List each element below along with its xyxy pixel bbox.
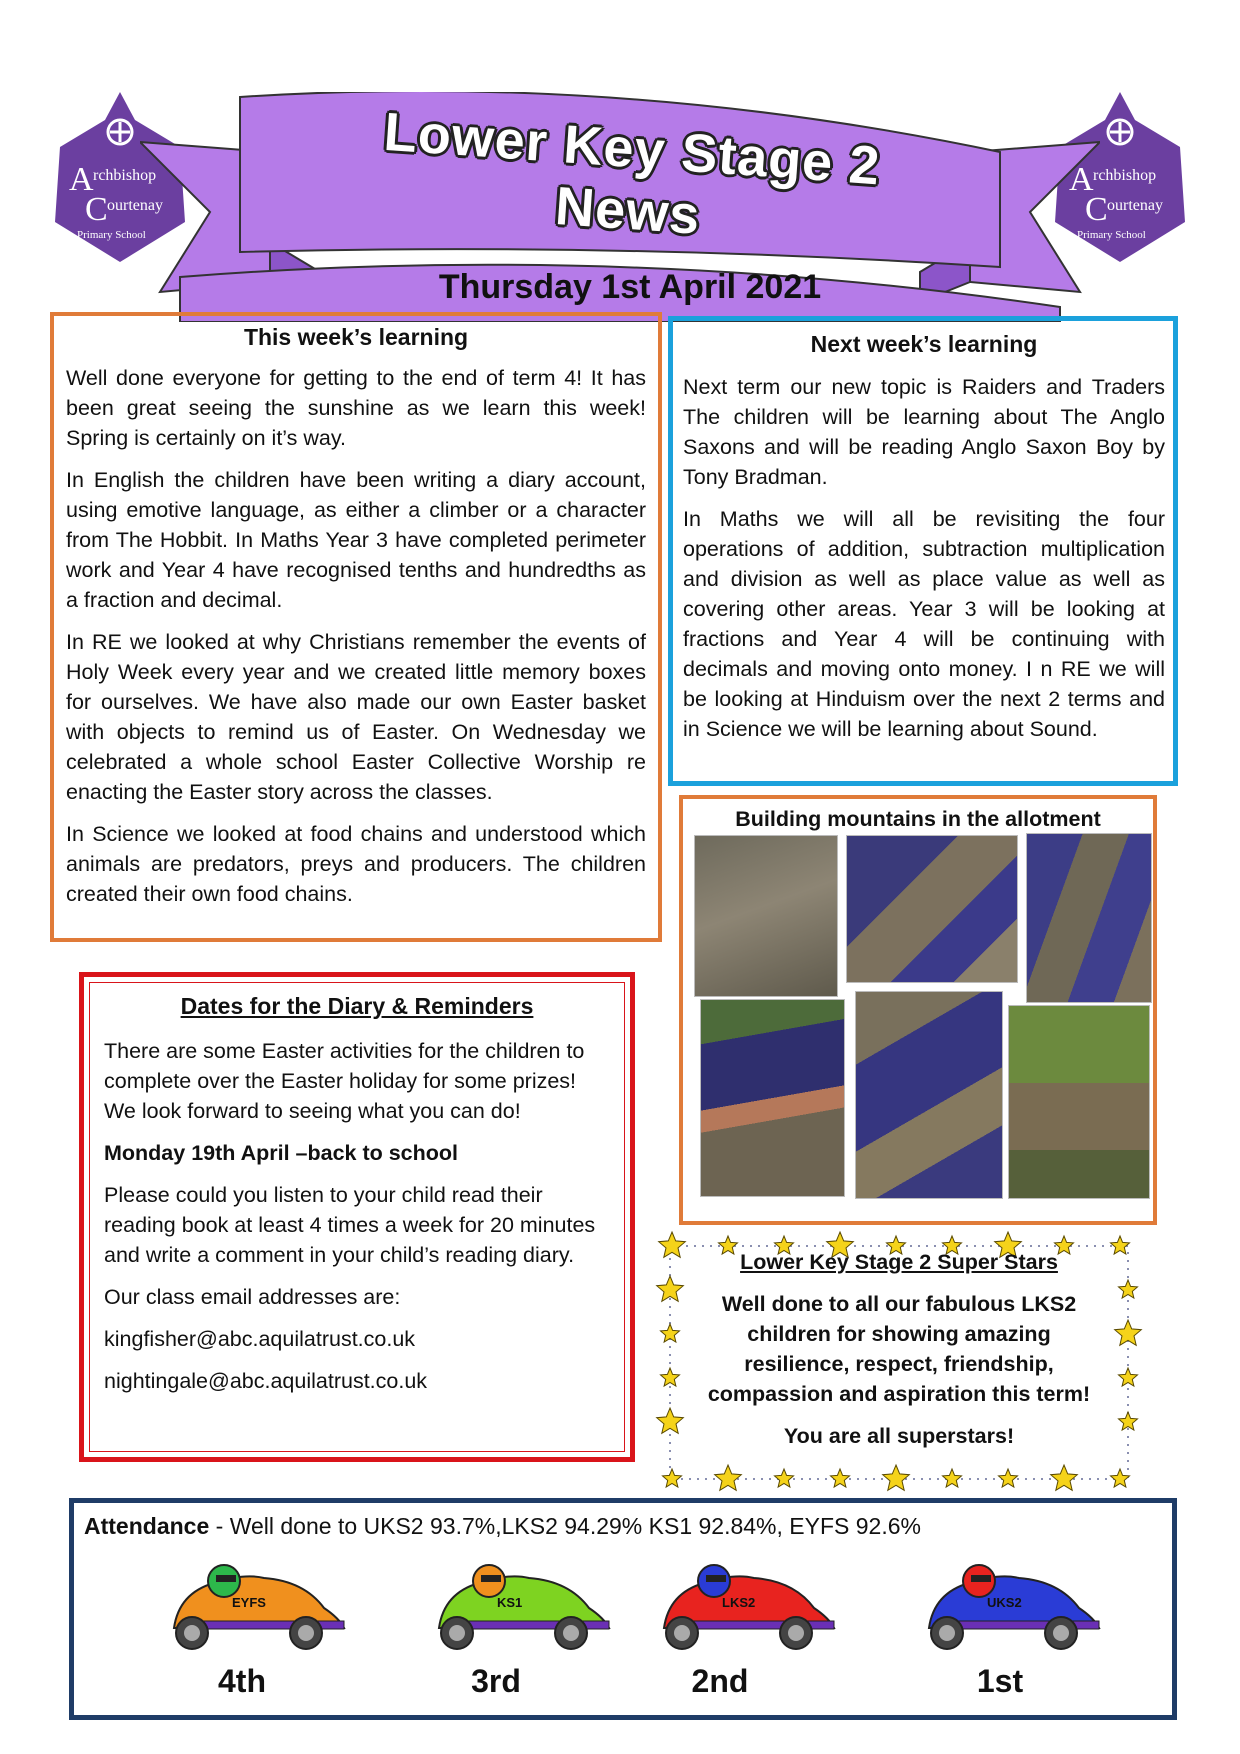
diary-para: Our class email addresses are: bbox=[104, 1285, 401, 1309]
next-week-heading: Next week’s learning bbox=[810, 331, 1038, 357]
star-icon bbox=[1119, 1280, 1138, 1298]
this-week-heading: This week’s learning bbox=[243, 324, 469, 350]
car-label: UKS2 bbox=[987, 1595, 1022, 1610]
svg-text:Primary School: Primary School bbox=[77, 229, 146, 241]
super-stars-box bbox=[654, 1230, 1144, 1495]
star-icon bbox=[663, 1469, 682, 1487]
this-week-box bbox=[50, 312, 662, 942]
race-car-uks2 bbox=[909, 1553, 1109, 1653]
attendance-box bbox=[69, 1498, 1177, 1720]
race-car-lks2 bbox=[644, 1553, 844, 1653]
car-label: EYFS bbox=[232, 1595, 266, 1610]
svg-text:A: A bbox=[1069, 161, 1094, 198]
svg-text:rchbishop: rchbishop bbox=[93, 167, 157, 184]
attendance-label: Attendance bbox=[84, 1513, 210, 1539]
star-icon bbox=[775, 1469, 794, 1487]
next-week-box bbox=[668, 316, 1178, 786]
allotment-photo bbox=[1026, 833, 1152, 1003]
star-icon bbox=[659, 1232, 686, 1257]
star-icon bbox=[657, 1408, 684, 1433]
photo-box-heading: Building mountains in the allotment bbox=[735, 807, 1101, 831]
star-icon bbox=[1111, 1236, 1130, 1254]
this-week-para: Well done everyone for getting to the end of term 4! It has been great seeing the sunshine as we learn this week! Spring is certainly on it’s way. bbox=[66, 366, 646, 450]
svg-text:ourtenay: ourtenay bbox=[107, 197, 163, 214]
email-link[interactable]: kingfisher@abc.aquilatrust.co.uk bbox=[104, 1327, 416, 1351]
diary-back-to-school: Monday 19th April –back to school bbox=[104, 1141, 459, 1165]
photo-box bbox=[679, 795, 1157, 1225]
diary-para: Please could you listen to your child read their reading book at least 4 times a week for 20 minutes and write a comment in your child’s reading diary. bbox=[104, 1183, 596, 1267]
star-icon bbox=[999, 1469, 1018, 1487]
star-icon bbox=[831, 1469, 850, 1487]
this-week-para: In Science we looked at food chains and understood which animals are predators, preys and producers. The children created their own food chains. bbox=[66, 822, 646, 906]
super-stars-message: Well done to all our fabulous LKS2 children for showing amazing resilience, respect, friendship, compassion and aspiration this term! bbox=[707, 1292, 1091, 1406]
star-icon bbox=[883, 1465, 910, 1490]
star-icon bbox=[657, 1276, 684, 1301]
crest-initial-a: A bbox=[69, 161, 94, 198]
diary-para: There are some Easter activities for the children to complete over the Easter holiday for some prizes! We look forward to seeing what you can do! bbox=[104, 1039, 585, 1123]
diary-box bbox=[79, 972, 635, 1462]
svg-text:rchbishop: rchbishop bbox=[1093, 167, 1157, 184]
race-car-ks1 bbox=[419, 1553, 619, 1653]
allotment-photo bbox=[694, 835, 838, 997]
attendance-place: 1st bbox=[976, 1663, 1024, 1699]
allotment-photo bbox=[855, 991, 1003, 1199]
newsletter-title: Lower Key Stage 2 News bbox=[382, 101, 883, 246]
star-icon bbox=[1111, 1469, 1130, 1487]
this-week-para: In RE we looked at why Christians remember the events of Holy Week every year and we created little memory boxes for ourselves. We have also made our own Easter basket with objects to remind us of Easter. On Wednesday we celebrated a whole school Easter Collective Worship re enacting the Easter story across the classes. bbox=[66, 630, 646, 804]
next-week-para: In Maths we will all be revisiting the four operations of addition, subtraction multiplication and division as well as place value as well as covering other areas. Year 3 will be looking at fractions and Year 4 will be continuing with decimals and moving onto money. I n RE we will be looking at Hinduism over the next 2 terms and in Science we will be learning about Sound. bbox=[683, 507, 1165, 741]
svg-text:C: C bbox=[85, 191, 108, 228]
attendance-place: 3rd bbox=[471, 1663, 521, 1699]
star-icon bbox=[1051, 1465, 1078, 1490]
next-week-para: Next term our new topic is Raiders and Traders The children will be learning about The Anglo Saxons and will be reading Anglo Saxon Boy by Tony Bradman. bbox=[683, 375, 1165, 489]
star-icon bbox=[1119, 1368, 1138, 1386]
diary-heading: Dates for the Diary & Reminders bbox=[180, 993, 534, 1019]
attendance-figures: - Well done to UKS2 93.7%,LKS2 94.29% KS1 92.84%, EYFS 92.6% bbox=[209, 1513, 921, 1539]
email-link[interactable]: nightingale@abc.aquilatrust.co.uk bbox=[104, 1369, 428, 1393]
super-stars-heading: Lower Key Stage 2 Super Stars bbox=[740, 1250, 1058, 1274]
star-icon bbox=[943, 1469, 962, 1487]
svg-text:ourtenay: ourtenay bbox=[1107, 197, 1163, 214]
newsletter-date: Thursday 1st April 2021 bbox=[438, 268, 822, 306]
svg-text:Primary School: Primary School bbox=[1077, 229, 1146, 241]
star-icon bbox=[715, 1465, 742, 1490]
allotment-photo bbox=[1008, 1005, 1150, 1199]
star-icon bbox=[1119, 1412, 1138, 1430]
attendance-place: 2nd bbox=[691, 1663, 749, 1699]
allotment-photo bbox=[846, 835, 1018, 983]
attendance-line bbox=[84, 1513, 921, 1540]
super-stars-closing: You are all superstars! bbox=[783, 1424, 1015, 1448]
this-week-para: In English the children have been writing a diary account, using emotive language, as either a climber or a character from The Hobbit. In Maths Year 3 have completed perimeter work and Year 4 have recognised tenths and hundredths as a fraction and decimal. bbox=[66, 468, 646, 612]
race-car-eyfs bbox=[154, 1553, 354, 1653]
svg-text:C: C bbox=[1085, 191, 1108, 228]
attendance-place: 4th bbox=[218, 1663, 266, 1699]
car-label: KS1 bbox=[497, 1595, 523, 1610]
car-label: LKS2 bbox=[722, 1595, 756, 1610]
allotment-photo bbox=[700, 999, 845, 1197]
star-icon bbox=[661, 1368, 680, 1386]
